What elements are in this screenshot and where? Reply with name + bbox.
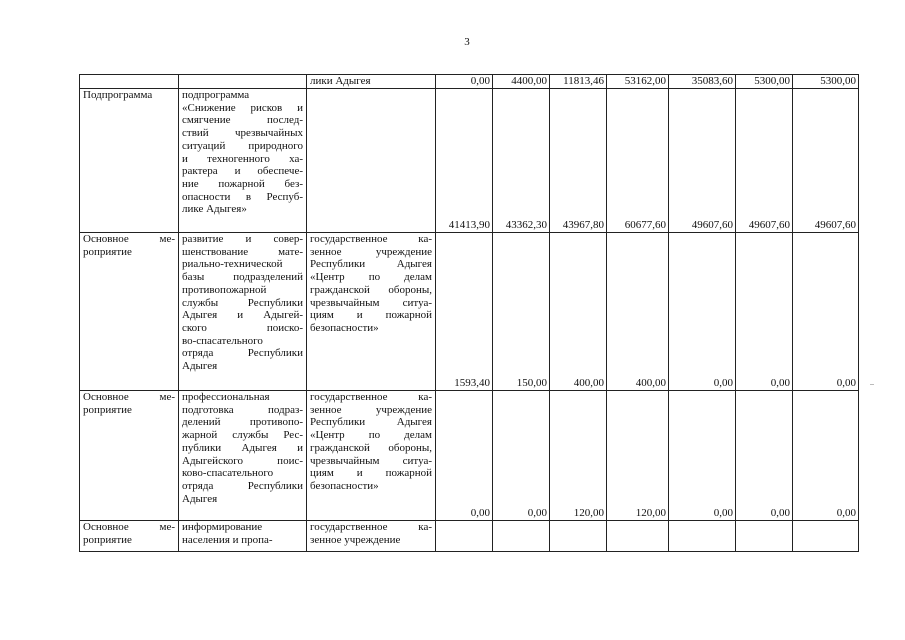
value-cell xyxy=(436,521,493,552)
cell-text-line: Республики Адыгея xyxy=(310,258,432,271)
cell-text-line: отряда Республики xyxy=(182,479,303,492)
executor-cell xyxy=(307,75,436,89)
page-number: 3 xyxy=(464,36,470,48)
value-cell xyxy=(793,521,859,552)
table-row xyxy=(80,233,859,391)
executor-cell xyxy=(307,521,436,552)
type-cell xyxy=(80,233,179,391)
type-cell xyxy=(80,391,179,521)
value-cell: 5300,00 xyxy=(793,75,859,89)
type-cell xyxy=(80,521,179,552)
value-cell: 60677,60 xyxy=(607,89,669,233)
type-cell xyxy=(80,75,179,89)
margin-mark xyxy=(870,384,874,385)
cell-text-line: лике Адыгея» xyxy=(182,203,247,216)
cell-text-line: чрезвычайным ситуа- xyxy=(310,296,432,309)
cell-text-line: зенное учреждение xyxy=(310,403,432,416)
cell-text-line: «Центр по делам xyxy=(310,429,432,442)
cell-text-line: государственное ка- xyxy=(310,233,432,245)
value-cell: 49607,60 xyxy=(793,89,859,233)
value-cell: 150,00 xyxy=(493,233,550,391)
name-cell xyxy=(179,75,307,89)
cell-text-line: безопасности» xyxy=(310,321,379,334)
cell-text-line: Основное ме- xyxy=(83,391,175,403)
cell-text-line: рактера и обеспече- xyxy=(182,165,303,178)
cell-text-line: гражданской обороны, xyxy=(310,441,432,454)
name-cell xyxy=(179,521,307,552)
cell-text-line: службы Республики xyxy=(182,296,303,309)
cell-text-line: государственное ка- xyxy=(310,521,432,533)
cell-text-line: Адыгея xyxy=(182,492,218,505)
cell-text-line: Основное ме- xyxy=(83,521,175,533)
cell-text-line: Основное ме- xyxy=(83,233,175,245)
executor-cell xyxy=(307,89,436,233)
cell-text-line: развитие и совер- xyxy=(182,233,303,245)
cell-text-line: риально-технической xyxy=(182,258,283,271)
value-cell: 0,00 xyxy=(436,75,493,89)
value-cell: 0,00 xyxy=(436,391,493,521)
cell-text-line: противопожарной xyxy=(182,283,267,296)
value-cell: 5300,00 xyxy=(736,75,793,89)
value-cell: 49607,60 xyxy=(736,89,793,233)
cell-text-line: роприятие xyxy=(83,403,132,416)
cell-text-line: ково-спасательного xyxy=(182,467,274,480)
cell-text-line: опасности в Респуб- xyxy=(182,190,303,203)
table-row xyxy=(80,391,859,521)
value-cell: 4400,00 xyxy=(493,75,550,89)
value-cell xyxy=(736,521,793,552)
cell-text-line: зенное учреждение xyxy=(310,245,432,258)
cell-text-line: подготовка подраз- xyxy=(182,403,303,416)
name-cell xyxy=(179,391,307,521)
value-cell: 0,00 xyxy=(736,391,793,521)
cell-text-line: информирование xyxy=(182,521,263,533)
value-cell: 120,00 xyxy=(607,391,669,521)
cell-text-line: гражданской обороны, xyxy=(310,283,432,296)
cell-text-line: ситуаций природного xyxy=(182,139,303,152)
value-cell xyxy=(669,521,736,552)
value-cell: 0,00 xyxy=(493,391,550,521)
value-cell: 49607,60 xyxy=(669,89,736,233)
cell-text-line: Адыгея и Адыгей- xyxy=(182,309,303,322)
cell-text-line: Подпрограмма xyxy=(83,89,153,101)
cell-text-line: базы подразделений xyxy=(182,271,303,284)
name-cell xyxy=(179,233,307,391)
cell-text-line: роприятие xyxy=(83,245,132,258)
cell-text-line: смягчение послед- xyxy=(182,114,303,127)
value-cell: 35083,60 xyxy=(669,75,736,89)
cell-text-line: «Центр по делам xyxy=(310,271,432,284)
executor-cell xyxy=(307,233,436,391)
value-cell: 0,00 xyxy=(793,391,859,521)
cell-text-line: публики Адыгея и xyxy=(182,441,303,454)
cell-text-line: лики Адыгея xyxy=(310,75,371,87)
cell-text-line: делений противопо- xyxy=(182,416,303,429)
value-cell: 53162,00 xyxy=(607,75,669,89)
cell-text-line: государственное ка- xyxy=(310,391,432,403)
cell-text-line: «Снижение рисков и xyxy=(182,101,303,114)
cell-text-line: отряда Республики xyxy=(182,347,303,360)
cell-text-line: Адыгейского поис- xyxy=(182,454,303,467)
cell-text-line: шенствование мате- xyxy=(182,245,303,258)
cell-text-line: ние пожарной без- xyxy=(182,177,303,190)
cell-text-line: зенное учреждение xyxy=(310,533,401,546)
value-cell xyxy=(607,521,669,552)
value-cell: 0,00 xyxy=(793,233,859,391)
value-cell: 0,00 xyxy=(736,233,793,391)
value-cell xyxy=(550,521,607,552)
cell-text-line: подпрограмма xyxy=(182,89,250,101)
table-row xyxy=(80,75,859,89)
name-cell xyxy=(179,89,307,233)
cell-text-line: ского поиско- xyxy=(182,321,303,334)
cell-text-line: безопасности» xyxy=(310,479,379,492)
cell-text-line: во-спасательного xyxy=(182,334,263,347)
value-cell: 1593,40 xyxy=(436,233,493,391)
executor-cell xyxy=(307,391,436,521)
type-cell xyxy=(80,89,179,233)
value-cell: 43967,80 xyxy=(550,89,607,233)
value-cell: 400,00 xyxy=(607,233,669,391)
cell-text-line: населения и пропа- xyxy=(182,533,273,546)
value-cell: 41413,90 xyxy=(436,89,493,233)
cell-text-line: роприятие xyxy=(83,533,132,546)
table-row xyxy=(80,521,859,552)
cell-text-line: Республики Адыгея xyxy=(310,416,432,429)
cell-text-line: циям и пожарной xyxy=(310,309,432,322)
cell-text-line: ствий чрезвычайных xyxy=(182,127,303,140)
cell-text-line: профессиональная xyxy=(182,391,270,403)
value-cell: 0,00 xyxy=(669,391,736,521)
value-cell: 120,00 xyxy=(550,391,607,521)
value-cell: 11813,46 xyxy=(550,75,607,89)
value-cell: 400,00 xyxy=(550,233,607,391)
value-cell: 43362,30 xyxy=(493,89,550,233)
cell-text-line: жарной службы Рес- xyxy=(182,429,303,442)
cell-text-line: Адыгея xyxy=(182,360,218,373)
cell-text-line: чрезвычайным ситуа- xyxy=(310,454,432,467)
value-cell: 0,00 xyxy=(669,233,736,391)
cell-text-line: и техногенного ха- xyxy=(182,152,303,165)
value-cell xyxy=(493,521,550,552)
cell-text-line: циям и пожарной xyxy=(310,467,432,480)
budget-table xyxy=(79,74,859,552)
table-row xyxy=(80,89,859,233)
